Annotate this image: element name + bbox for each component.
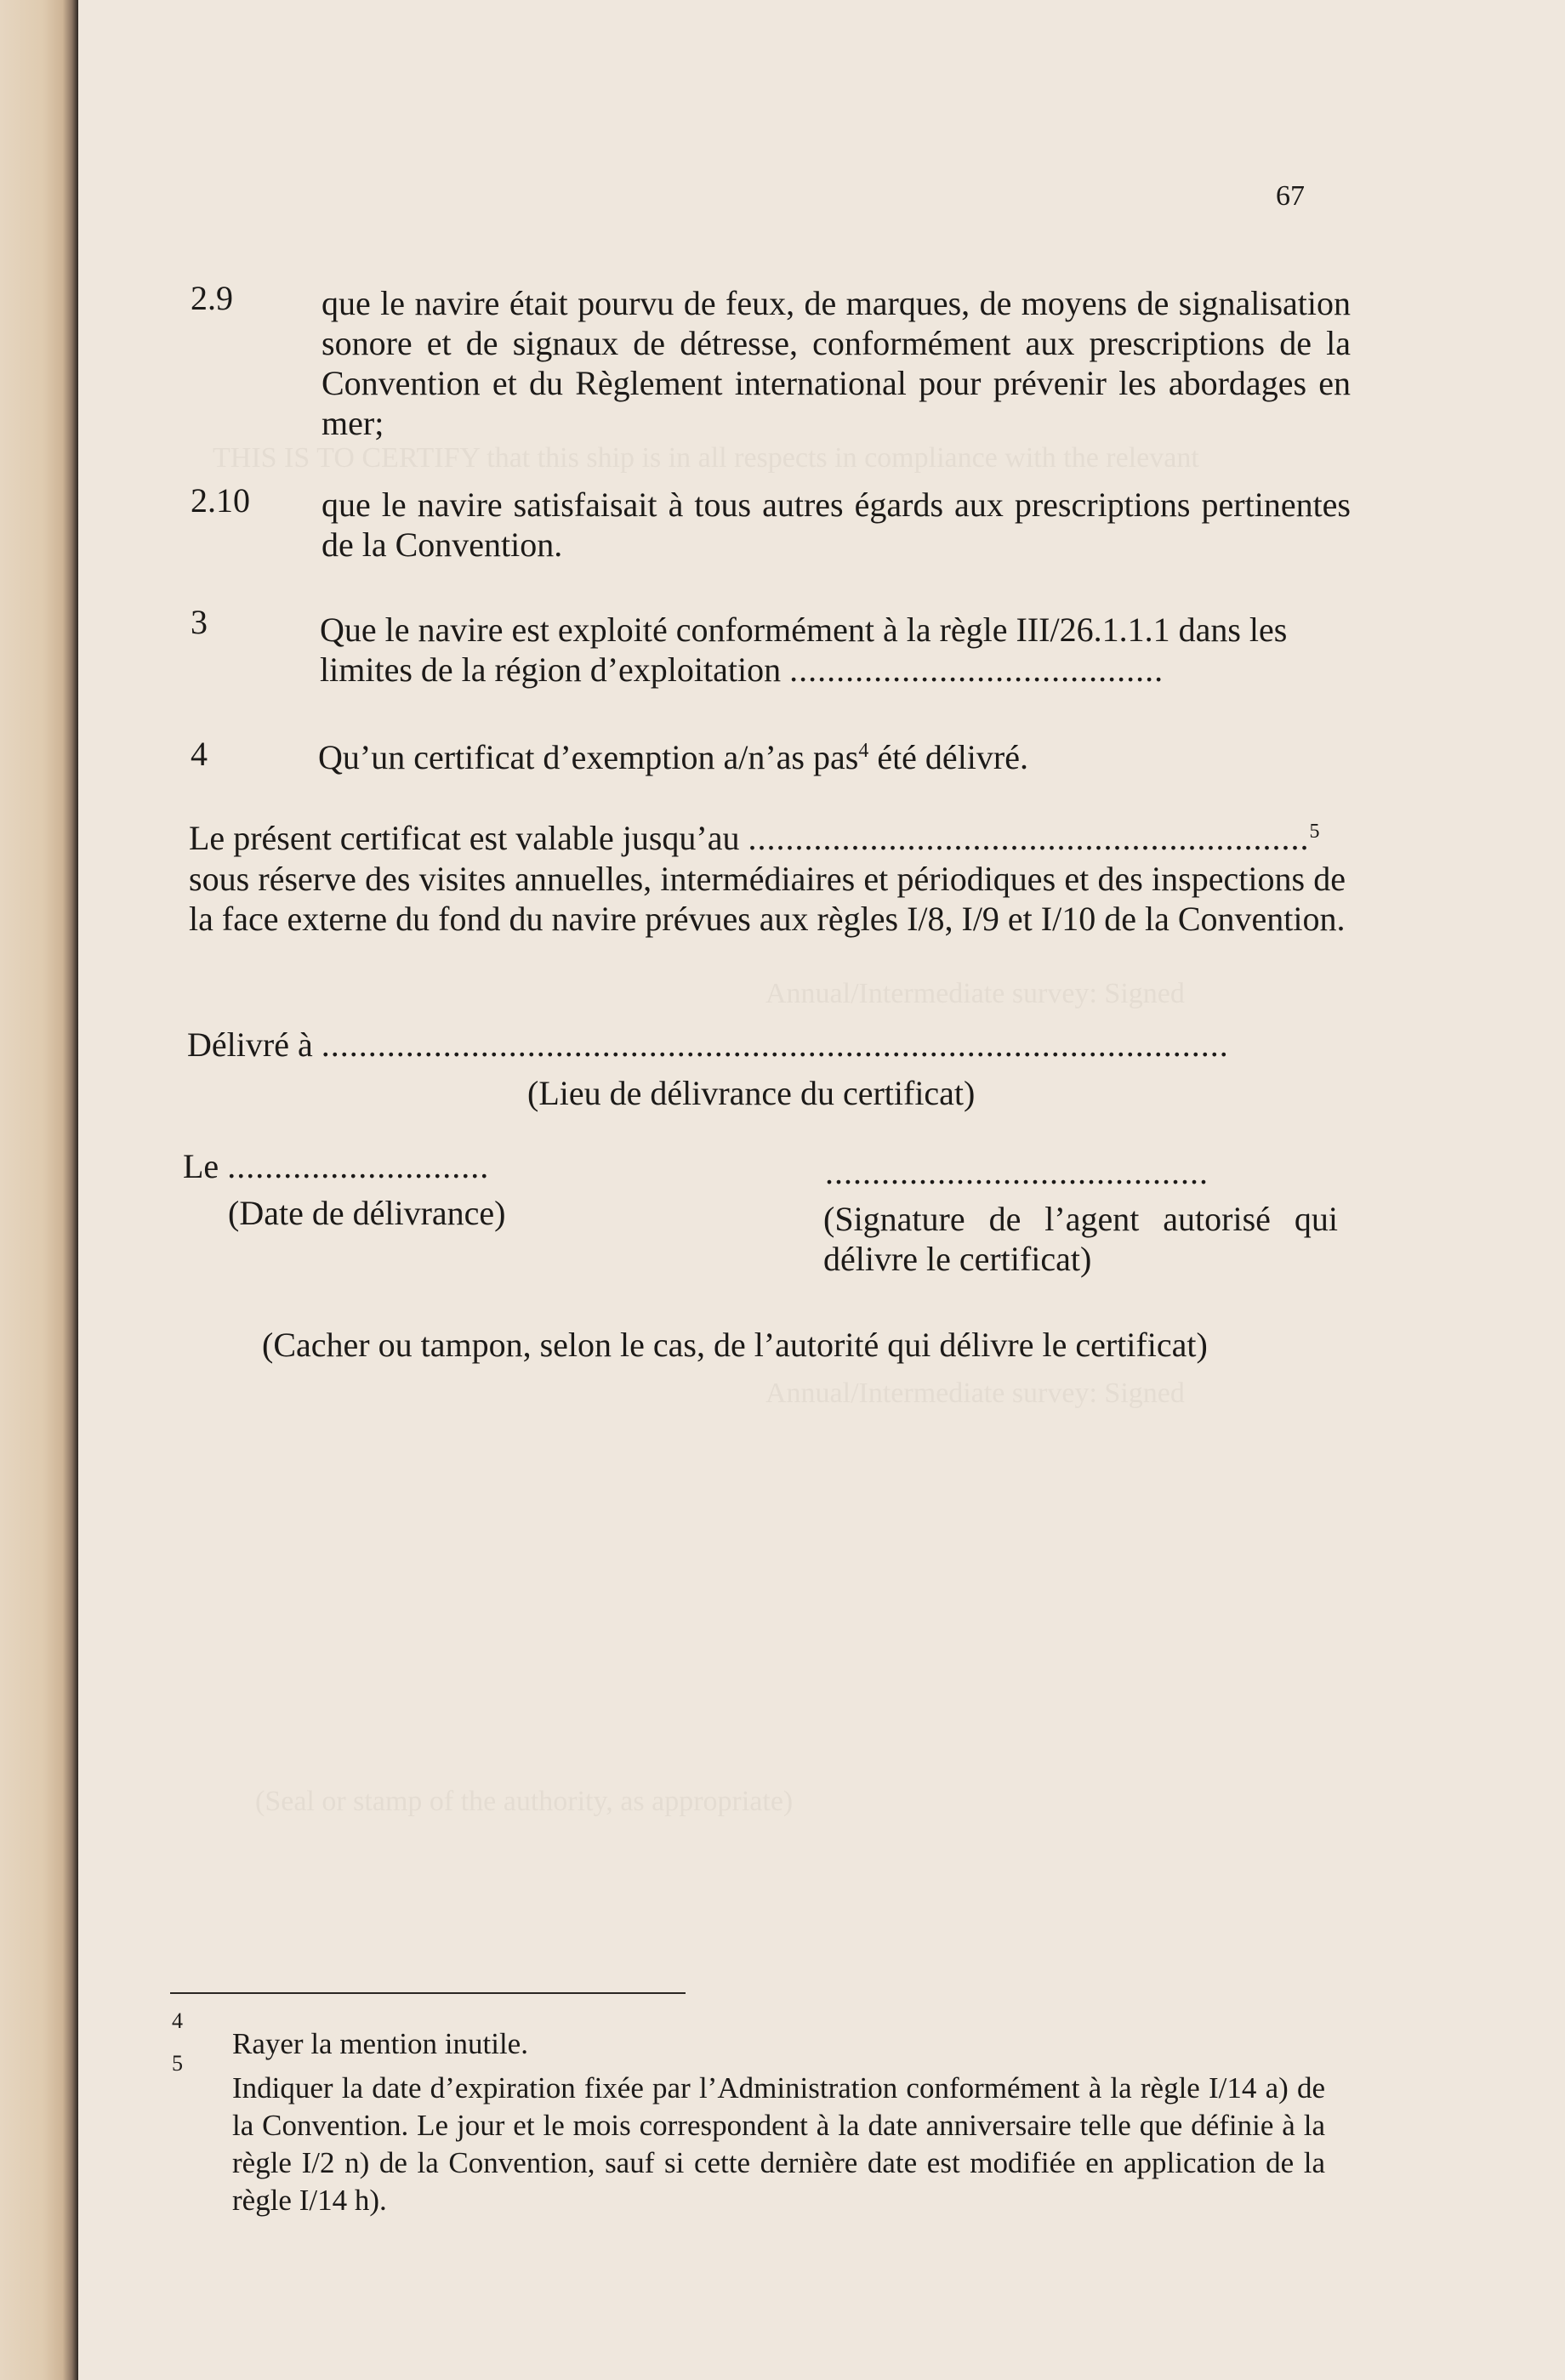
footnote-reference: 5 bbox=[1309, 821, 1320, 843]
dotted-fill-line: ........................................ bbox=[789, 650, 1164, 689]
validity-lead: Le présent certificat est valable jusqu’au bbox=[189, 819, 740, 857]
show-through-text: (Seal or stamp of the authority, as appropriate) bbox=[255, 1786, 794, 1817]
date-caption: (Date de délivrance) bbox=[228, 1194, 506, 1232]
item-text: que le navire satisfaisait à tous autres égards aux prescriptions pertinentes de la Convention. bbox=[322, 486, 1351, 564]
page-number: 67 bbox=[1276, 180, 1305, 212]
footnote-reference: 4 bbox=[858, 740, 869, 762]
item-text-fragment: Qu’un certificat d’exemption a/n’as pas bbox=[318, 738, 859, 776]
footnote-separator bbox=[170, 1992, 686, 1994]
footnote-number: 5 bbox=[172, 2051, 183, 2076]
item-text-fragment: été délivré. bbox=[877, 738, 1028, 776]
signature-dotted-line: ......................................... bbox=[825, 1153, 1209, 1191]
show-through-text: THIS IS TO CERTIFY that this ship is in all respects in compliance with the relevant bbox=[213, 442, 1199, 474]
item-text bbox=[318, 737, 1028, 777]
item-number: 2.10 bbox=[191, 481, 250, 520]
validity-line bbox=[189, 818, 1319, 858]
item-text bbox=[320, 610, 1366, 690]
footnote-number: 4 bbox=[172, 2008, 183, 2033]
dotted-fill-line: ................................................................................................. bbox=[321, 1025, 1229, 1064]
item-number: 3 bbox=[191, 603, 208, 641]
item-text: que le navire était pourvu de feux, de marques, de moyens de signalisation sonore et de signaux de détresse, conformément aux prescriptions de la Convention et du Règlement international pour prévenir les abordages en mer; bbox=[322, 284, 1351, 442]
issued-at-label: Délivré à bbox=[187, 1025, 313, 1064]
signature-caption: (Signature de l’agent autorisé qui délivre le certificat) bbox=[823, 1200, 1338, 1278]
date-label: Le bbox=[183, 1147, 219, 1185]
item-number: 2.9 bbox=[191, 279, 233, 317]
item-text-line bbox=[320, 650, 1366, 690]
item-text-line: Que le navire est exploité conformément à la règle III/26.1.1.1 dans les bbox=[320, 611, 1288, 649]
item-text-fragment: limites de la région d’exploitation bbox=[320, 650, 782, 689]
show-through-text: Annual/Intermediate survey: Signed bbox=[765, 978, 1185, 1009]
item-number: 4 bbox=[191, 735, 208, 773]
footnote-text: Indiquer la date d’expiration fixée par l’Administration conformément à la règle I/14 a) de la Convention. Le jour et le mois correspondent à la date anniversaire telle que définie à la règle I/2 n) de la Convention, sauf si cette dernière date est modifiée en application de la règle I/14 h). bbox=[232, 2071, 1325, 2217]
footnote-text: Rayer la mention inutile. bbox=[232, 2027, 528, 2060]
issued-at-line bbox=[187, 1025, 1229, 1065]
validity-conditions: sous réserve des visites annuelles, intermédiaires et périodiques et des inspections de la face externe du fond du navire prévues aux règles I/8, I/9 et I/10 de la Convention. bbox=[189, 860, 1346, 938]
issued-at-caption: (Lieu de délivrance du certificat) bbox=[527, 1074, 976, 1112]
dotted-fill-line: ............................................................ bbox=[748, 819, 1310, 857]
dotted-fill-line: ............................ bbox=[227, 1147, 490, 1185]
show-through-text: Annual/Intermediate survey: Signed bbox=[765, 1377, 1185, 1409]
seal-caption: (Cacher ou tampon, selon le cas, de l’autorité qui délivre le certificat) bbox=[262, 1326, 1208, 1364]
date-line bbox=[183, 1146, 489, 1186]
